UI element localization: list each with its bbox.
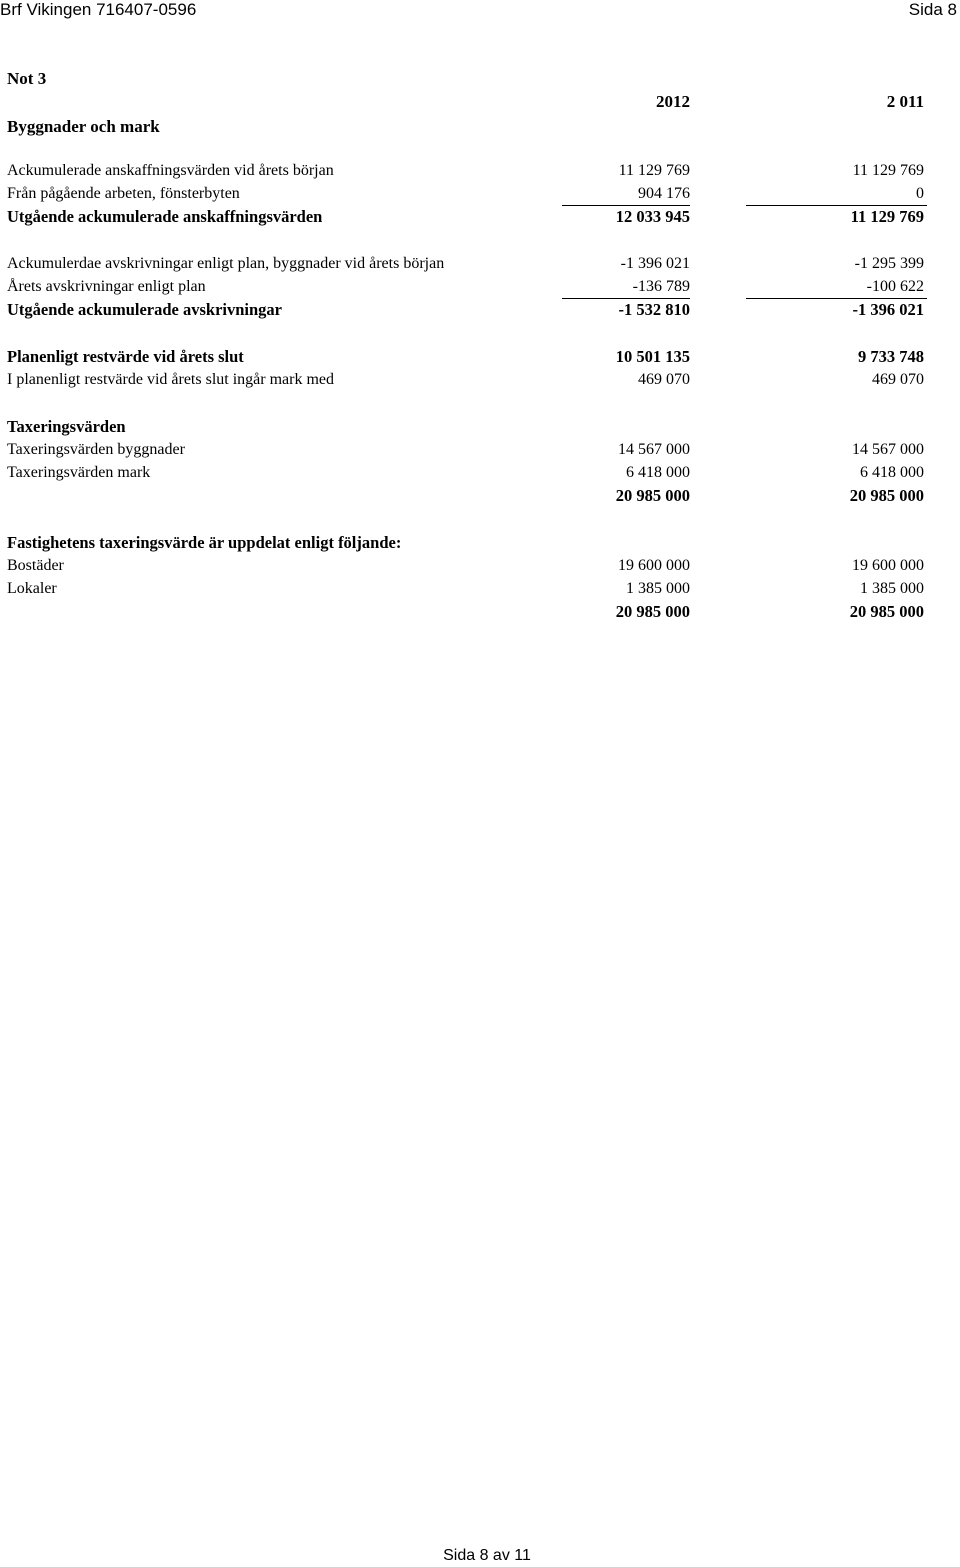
value-2011: 9 733 748 — [858, 347, 924, 366]
value-2011: 20 985 000 — [849, 602, 924, 621]
row-label: Taxeringsvärden byggnader — [7, 441, 185, 458]
value-2011: 0 — [760, 182, 924, 205]
row-label: Ackumulerdae avskrivningar enligt plan, byggnader vid årets början — [7, 255, 445, 272]
value-2012: 20 985 000 — [615, 602, 690, 621]
value-2011: 469 070 — [872, 371, 924, 388]
financial-table — [0, 159, 960, 623]
value-2012: 19 600 000 — [618, 557, 690, 574]
row-label: I planenligt restvärde vid årets slut ingår mark med — [7, 371, 335, 388]
row-label: Taxeringsvärden — [7, 417, 126, 436]
value-2011: 19 600 000 — [852, 557, 924, 574]
value-2012: 469 070 — [638, 371, 690, 388]
row-label: Bostäder — [7, 557, 64, 574]
value-2012: 904 176 — [560, 182, 690, 205]
value-2011: -1 295 399 — [854, 255, 924, 272]
value-2012: 11 129 769 — [618, 162, 690, 179]
row-label: Fastighetens taxeringsvärde är uppdelat enligt följande: — [7, 533, 402, 552]
value-2011: -1 396 021 — [852, 300, 924, 319]
spacer — [0, 391, 960, 415]
page-number: Sida 8 — [908, 0, 957, 19]
row-label: Utgående ackumulerade avskrivningar — [7, 300, 283, 319]
row-label: Ackumulerade anskaffningsvärden vid årets början — [7, 162, 334, 179]
column-header-2012: 2012 — [656, 92, 690, 111]
table-row — [0, 368, 960, 391]
table-row — [0, 438, 960, 461]
value-2011: 14 567 000 — [852, 441, 924, 458]
value-2012: 6 418 000 — [626, 464, 690, 481]
value-2012: 1 385 000 — [626, 580, 690, 597]
value-2011: 20 985 000 — [849, 486, 924, 505]
table-row-total — [0, 484, 960, 507]
value-2012: -1 532 810 — [618, 300, 690, 319]
table-row — [0, 182, 960, 205]
row-label: Taxeringsvärden mark — [7, 464, 151, 481]
table-row-total — [0, 600, 960, 623]
table-row — [0, 252, 960, 275]
value-2012: 12 033 945 — [615, 207, 690, 226]
row-label: Årets avskrivningar enligt plan — [7, 278, 206, 295]
value-2012: 20 985 000 — [615, 486, 690, 505]
note-title: Not 3 — [7, 69, 47, 88]
value-2011: -100 622 — [760, 275, 924, 298]
spacer — [0, 321, 960, 345]
table-row-total — [0, 205, 960, 228]
spacer — [0, 228, 960, 252]
table-row-total — [0, 345, 960, 368]
table-row — [0, 577, 960, 600]
table-row — [0, 554, 960, 577]
spacer — [0, 507, 960, 531]
value-2011: 6 418 000 — [860, 464, 924, 481]
section-subheading — [0, 531, 960, 554]
row-label: Lokaler — [7, 580, 57, 597]
value-2011: 11 129 769 — [850, 207, 924, 226]
value-2012: 10 501 135 — [615, 347, 690, 366]
section-subheading — [0, 415, 960, 438]
value-2012: -136 789 — [560, 275, 690, 298]
row-label: Planenligt restvärde vid årets slut — [7, 347, 244, 366]
table-row — [0, 275, 960, 298]
row-label: Från pågående arbeten, fönsterbyten — [7, 185, 240, 202]
table-row-total — [0, 298, 960, 321]
page-header — [0, 0, 960, 22]
value-2011: 11 129 769 — [852, 162, 924, 179]
document-title: Brf Vikingen 716407-0596 — [0, 0, 197, 19]
value-2011: 1 385 000 — [860, 580, 924, 597]
column-header-2011: 2 011 — [886, 92, 924, 111]
table-row — [0, 461, 960, 484]
page-footer: Sida 8 av 11 — [443, 1547, 531, 1564]
table-row — [0, 159, 960, 182]
value-2012: 14 567 000 — [618, 441, 690, 458]
section-heading: Byggnader och mark — [7, 117, 160, 136]
value-2012: -1 396 021 — [620, 255, 690, 272]
row-label: Utgående ackumulerade anskaffningsvärden — [7, 207, 323, 226]
